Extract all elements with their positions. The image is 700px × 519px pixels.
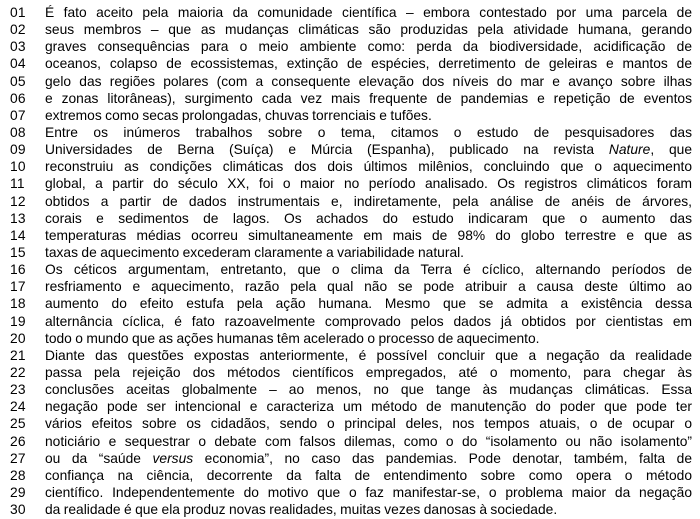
line-number: 13 [10,210,26,226]
text-line [0,398,700,415]
text-segment: economia”, no caso das pandemias. Pode denotar, também, falta de [193,450,692,466]
line-text [45,244,700,261]
text-segment: da realidade é que ela produz novas realidades, muitas vezes danosas à sociedade. [45,502,558,518]
text-segment: graves consequências para o meio ambiente como: perda da biodiversidade, acidificação de [45,39,692,55]
line-text [45,295,700,312]
line-text [45,450,700,467]
text-line [0,90,700,107]
line-number: 03 [10,39,26,55]
line-text [45,313,700,330]
line-number: 14 [10,227,26,243]
text-segment: Entre os inúmeros trabalhos sobre o tema, citamos o estudo de pesquisadores das [45,124,692,140]
text-line [0,278,700,295]
text-segment: temperaturas médias ocorreu simultaneamente em mais de 98% do globo terrestre e que as [45,227,692,243]
line-number: 25 [10,416,26,432]
line-text [45,141,700,158]
text-line [0,158,700,175]
text-line [0,73,700,90]
text-line [0,141,700,158]
line-text [45,210,700,227]
line-text [45,415,700,432]
line-number: 15 [10,244,26,260]
line-text [45,73,700,90]
line-number: 12 [10,193,26,209]
line-number: 08 [10,124,26,140]
line-number: 29 [10,484,26,500]
line-number: 24 [10,399,26,415]
line-text [45,347,700,364]
text-segment: ou da “saúde [45,450,153,466]
italic-text: Nature [608,142,651,158]
line-number: 17 [10,279,26,295]
text-line [0,484,700,501]
text-segment: confiança na ciência, decorrente da falta de entendimento sobre como opera o método [45,467,692,483]
text-line [0,175,700,192]
text-line [0,124,700,141]
text-segment: negação pode ser intencional e caracteriza um método de manutenção do poder que pode ter [45,399,692,415]
line-text [45,501,700,518]
text-segment: seus membros – que as mudanças climáticas são produzidas pela atividade humana, gerando [45,22,692,38]
text-segment: todo o mundo que as ações humanas têm acelerado o processo de aquecimento. [45,330,540,346]
line-text [45,4,700,21]
line-number: 06 [10,90,26,106]
italic-text: versus [152,450,194,466]
line-number: 10 [10,159,26,175]
line-number: 20 [10,330,26,346]
text-line [0,261,700,278]
text-line [0,107,700,124]
line-text [45,158,700,175]
text-segment: alternância cíclica, é fato razoavelmente comprovado pelos dados já obtidos por cientistas em [45,313,692,329]
text-segment: corais e sedimentos de lagos. Os achados do estudo indicaram que o aumento das [45,210,692,226]
text-segment: e zonas litorâneas), surgimento cada vez mais frequente de pandemias e repetição de eventos [45,90,692,106]
text-line [0,501,700,518]
line-number: 09 [10,142,26,158]
text-line [0,433,700,450]
line-text [45,278,700,295]
line-number: 02 [10,22,26,38]
text-line [0,313,700,330]
text-segment: Universidades de Berna (Suíça) e Múrcia (Espanha), publicado na revista [45,142,609,158]
line-text [45,364,700,381]
text-line [0,4,700,21]
line-text [45,107,700,124]
line-text [45,330,700,347]
text-line [0,364,700,381]
text-line [0,193,700,210]
text-line [0,330,700,347]
text-line [0,347,700,364]
text-segment: noticiário e sequestrar o debate com falsos dilemas, como o do “isolamento ou não isolamento” [45,433,692,449]
line-text [45,193,700,210]
text-segment: , que [650,142,692,158]
text-segment: É fato aceito pela maioria da comunidade científica – embora contestado por uma parcela de [45,5,692,20]
text-line [0,415,700,432]
text-segment: resfriamento e aquecimento, razão pela qual não se pode atribuir a causa deste último ao [45,279,692,295]
text-segment: extremos como secas prolongadas, chuvas torrenciais e tufões. [45,107,432,123]
text-segment: taxas de aquecimento excederam claramente a variabilidade natural. [45,244,465,260]
line-number: 11 [10,176,25,192]
text-segment: oceanos, colapso de ecossistemas, extinção de espécies, derretimento de geleiras e mantos de [45,56,692,72]
text-line [0,227,700,244]
line-text [45,38,700,55]
line-number: 18 [10,296,26,312]
line-text [45,381,700,398]
text-lines [0,4,700,518]
text-segment: aumento do efeito estufa pela ação humana. Mesmo que se admita a existência dessa [45,296,692,312]
text-segment: Diante das questões expostas anteriormente, é possível concluir que a negação da realidade [45,347,692,363]
text-line [0,244,700,261]
line-number: 28 [10,467,26,483]
text-line [0,295,700,312]
text-segment: gelo das regiões polares (com a consequente elevação dos níveis do mar e avanço sobre ilhas [45,73,692,89]
text-segment: conclusões aceitas globalmente – ao menos, no que tange às mudanças climáticas. Essa [45,382,692,398]
text-segment: científico. Independentemente do motivo que o faz manifestar-se, o problema maior da negação [45,484,692,500]
line-text [45,21,700,38]
text-segment: vários efeitos sobre os cidadãos, sendo o principal deles, nos tempos atuais, o de ocupar o [45,416,692,432]
line-text [45,227,700,244]
text-line [0,467,700,484]
line-number: 19 [10,313,26,329]
line-text [45,398,700,415]
line-number: 23 [10,382,26,398]
line-number: 26 [10,433,26,449]
line-number: 27 [10,450,26,466]
text-segment: obtidos a partir de dados instrumentais e, indiretamente, pela análise de anéis de árvores, [45,193,692,209]
line-text [45,433,700,450]
line-number: 22 [10,364,26,380]
line-number: 16 [10,262,26,278]
line-number: 05 [10,73,26,89]
line-number: 30 [10,502,26,518]
line-text [45,55,700,72]
text-line [0,21,700,38]
text-line [0,38,700,55]
line-text [45,467,700,484]
text-segment: passa pela rejeição dos métodos científicos empregados, até o momento, para chegar às [45,364,692,380]
line-text [45,90,700,107]
text-line [0,55,700,72]
text-line [0,210,700,227]
text-segment: Os céticos argumentam, entretanto, que o clima da Terra é cíclico, alternando períodos de [45,262,692,278]
text-segment: global, a partir do século XX, foi o maior no período analisado. Os registros climáticos foram [45,176,692,192]
line-number: 07 [10,107,26,123]
line-number: 04 [10,56,26,72]
text-line [0,450,700,467]
line-text [45,124,700,141]
line-text [45,261,700,278]
line-number: 01 [10,5,26,20]
line-text [45,484,700,501]
line-text [45,175,700,192]
text-segment: reconstruiu as condições climáticas dos dois últimos milênios, concluindo que o aquecimento [45,159,692,175]
line-number: 21 [10,347,26,363]
text-line [0,381,700,398]
